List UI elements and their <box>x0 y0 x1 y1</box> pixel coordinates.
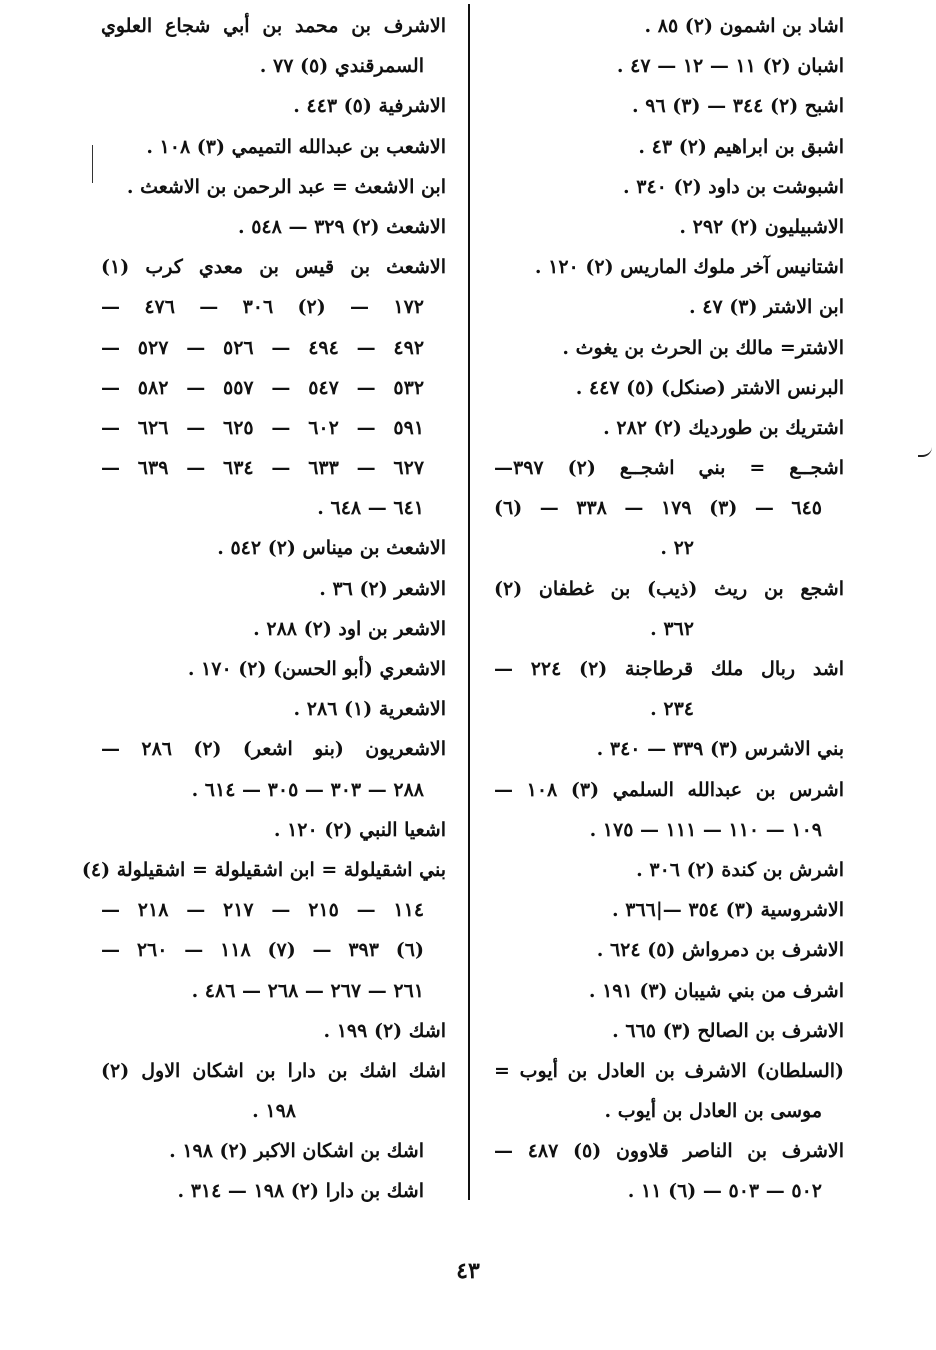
index-entry: اشجع بن ريث (ذيب) بن غطفان (٢) <box>494 577 844 600</box>
index-entry: بني الاشرس (٣) ٣٣٩ — ٣٤٠ . <box>596 738 844 761</box>
index-entry: اشبوشت بن داود (٢) ٣٤٠ . <box>623 175 844 198</box>
index-entry-continuation: ١١٤ — ٢١٥ — ٢١٧ — ٢١٨ — <box>101 899 425 922</box>
index-entry: الاشعري (أبو الحسن) (٢) ١٧٠ . <box>187 658 446 680</box>
index-entry: ابن الاشعث = عبد الرحمن بن الاشعث . <box>126 175 446 198</box>
index-entry: بني اشقيلولة = ابن اشقيلولة = اشقيلولة (٤) <box>81 858 446 881</box>
index-entry: اشرس بن عبدالله السلمي (٣) ١٠٨ — <box>494 778 845 801</box>
index-entry: الاشعب بن عبدالله التميمي (٣) ١٠٨ . <box>146 135 446 158</box>
index-entry: الاشرفية (٥) ٤٤٣ . <box>293 95 446 118</box>
index-entry: اشك (٢) ١٩٩ . <box>323 1019 446 1042</box>
edge-mark <box>918 447 932 457</box>
index-entry-continuation: (٦) ٣٩٣ — (٧) ١١٨ — ٢٦٠ — <box>101 939 424 962</box>
index-entry-continuation: ٢٨٨ — ٣٠٣ — ٣٠٥ — ٦١٤ . <box>191 778 424 801</box>
index-entry: اشبق بن ابراهيم (٢) ٤٣ . <box>638 135 844 158</box>
index-entry: اشجــع = بني اشجــع (٢) ٣٩٧— <box>494 457 844 480</box>
index-entry-continuation: ٣٦٢ . <box>650 617 694 640</box>
index-entry-continuation: موسى بن العادل بن أيوب . <box>604 1100 822 1123</box>
index-entry: اشتريك بن طورديك (٢) ٢٨٢ . <box>603 416 844 439</box>
index-entry: الاشعرية (١) ٢٨٦ . <box>293 698 446 721</box>
index-entry-continuation: ٥٩١ — ٦٠٢ — ٦٢٥ — ٦٢٦ — <box>101 416 425 439</box>
index-entry: اشتانيس آخر ملوك الماريس (٢) ١٢٠ . <box>534 256 844 279</box>
index-entry: الاشرف بن الصالح (٣) ٦٦٥ . <box>612 1019 844 1042</box>
index-entry-continuation: ٦٤٥ — (٣) ١٧٩ — ٣٣٨ — (٦) <box>494 497 822 520</box>
column-divider <box>468 4 470 1200</box>
index-entry: ابن الاشتر (٣) ٤٧ . <box>689 296 844 319</box>
index-entry: اشبان (٢) ١١ — ١٢ — ٤٧ . <box>616 55 844 78</box>
index-entry-continuation: السمرقندي (٥) ٧٧ . <box>259 55 424 78</box>
index-entry-continuation: ٦٤١ — ٦٤٨ . <box>317 497 424 520</box>
margin-mark <box>92 145 93 183</box>
index-entry: اشاد بن اشمون (٢) ٨٥ . <box>644 15 844 37</box>
index-entry: الاشعث بن قيس بن معدي كرب (١) <box>101 256 446 279</box>
right-column <box>494 6 844 1212</box>
index-entry-continuation: ١٧٢ — (٢) ٣٠٦ — ٤٧٦ — <box>101 296 424 319</box>
index-entry: الاشعريون (بنو اشعر) (٢) ٢٨٦ — <box>101 738 446 761</box>
index-entry: اشد ربال ملك قرطاجنة (٢) ٢٢٤ — <box>494 658 844 680</box>
index-entry: اشك بن اشكان الاكبر (٢) ١٩٨ . <box>169 1140 424 1163</box>
index-entry: الاشرف بن الناصر قلاوون (٥) ٤٨٧ — <box>494 1140 844 1163</box>
index-entry-continuation: ٥٠٢ — ٥٠٣ — (٦) ١١ . <box>627 1180 822 1203</box>
index-entry: البرنس الاشتر (صنكل) (٥) ٤٤٧ . <box>575 376 844 399</box>
index-entry: اشرش بن كندة (٢) ٣٠٦ . <box>636 858 844 881</box>
index-entry: اشرف من بني شيبان (٣) ١٩١ . <box>588 979 844 1002</box>
index-entry-continuation: ٢٣٤ . <box>650 698 694 721</box>
index-entry: (السلطان) الاشرف بن العادل بن أيوب = <box>494 1059 844 1082</box>
index-entry: الاشتر= مالك بن الحرث بن يغوث . <box>562 336 844 359</box>
index-entry: الاشعث (٢) ٣٢٩ — ٥٤٨ . <box>237 215 446 238</box>
index-entry-continuation: ٢٦١ — ٢٦٧ — ٢٦٨ — ٤٨٦ . <box>191 979 424 1002</box>
index-entry: الاشرف بن دمرواش (٥) ٦٢٤ . <box>596 939 844 962</box>
index-entry: اشعيا النبي (٢) ١٢٠ . <box>273 818 446 841</box>
index-entry: الاشرف بن محمد بن أبي شجاع العلوي <box>101 15 446 37</box>
index-entry-continuation: ٥٣٢ — ٥٤٧ — ٥٥٧ — ٥٨٢ — <box>101 376 425 399</box>
index-entry: اشك اشك بن دارا بن اشكان الاول (٢) <box>101 1059 446 1082</box>
page-number: ٤٣ <box>456 1258 480 1284</box>
index-entry-continuation: ٢٢ . <box>660 537 694 560</box>
index-entry-continuation: ٦٢٧ — ٦٣٣ — ٦٣٤ — ٦٣٩ — <box>101 457 425 480</box>
index-entry-continuation: ١٠٩ — ١١٠ — ١١١ — ١٧٥ . <box>589 818 822 841</box>
index-entry: الاشعر (٢) ٣٦ . <box>319 577 446 600</box>
index-entry: اشبح (٢) ٣٤٤ — (٣) ٩٦ . <box>632 95 844 118</box>
index-entry-continuation: ١٩٨ . <box>252 1100 296 1123</box>
index-entry-continuation: ٤٩٢ — ٤٩٤ — ٥٢٦ — ٥٢٧ — <box>101 336 425 359</box>
index-entry: الاشعث بن ميناس (٢) ٥٤٢ . <box>217 537 446 560</box>
left-column <box>81 6 446 1212</box>
index-entry: الاشروسية (٣) ٣٥٤ —|٣٦٦ . <box>612 899 844 922</box>
index-entry: الاشبيليون (٢) ٢٩٢ . <box>679 215 844 238</box>
index-entry: الاشعر بن اود (٢) ٢٨٨ . <box>253 617 446 640</box>
index-entry: اشك بن دارا (٢) ١٩٨ — ٣١٤ . <box>177 1180 424 1203</box>
